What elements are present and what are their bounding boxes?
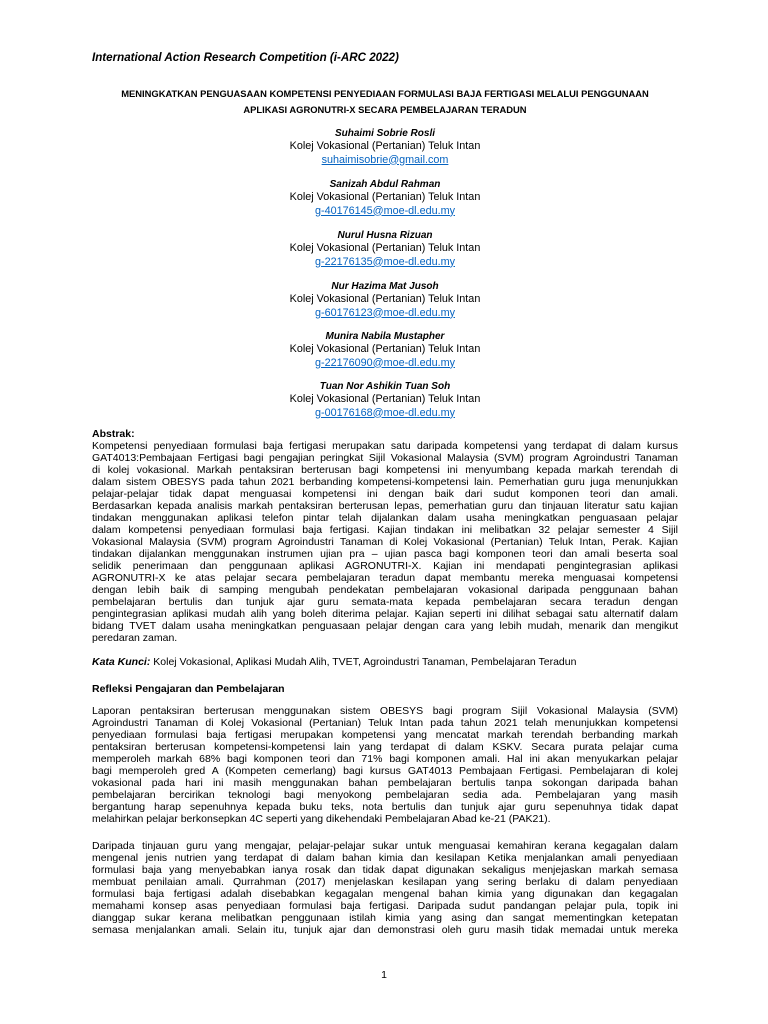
abstract-line: pembelajaran bertulis dan tunjuk ajar guru semata-mata kepada pembelajaran secara teradun dengan [92,596,678,608]
author-email-link[interactable]: g-22176090@moe-dl.edu.my [314,356,455,369]
author-email-link[interactable]: g-60176123@moe-dl.edu.my [314,306,455,319]
paragraph-line: bagi memperoleh gred A (Kompeten cemerlang) bagi kursus GAT4013 Pembajaan Fertigasi. Pembelajaran di kolej [92,765,678,777]
author-email-link[interactable]: g-00176168@moe-dl.edu.my [314,406,455,419]
author-affiliation: Kolej Vokasional (Pertanian) Teluk Intan [289,140,481,152]
abstract-body [92,440,678,644]
paragraph-line: mengenal jenis nutrien yang terdapat di dalam bahan kimia dan kesilapan Ketika menjalankan amali penyediaan [92,852,678,864]
paragraph-line: memahami konsep asas penyediaan formulasi baja fertigasi. Daripada sudut pandangan pelajar pula, topik ini [92,900,678,912]
abstract-line: dengan lebih baik di samping mengubah pendekatan pembelajaran vokasional daripada penggunaan bahan [92,584,678,596]
paragraph-line: penyediaan formulasi baja fertigasi merupakan kompetensi yang mencatat markah terendah berbanding markah [92,729,678,741]
author-affiliation: Kolej Vokasional (Pertanian) Teluk Intan [289,343,481,355]
abstract-line: Vokasional Malaysia (SVM) program Agroindustri Tanaman di Kolej Vokasional (Pertanian) Teluk Intan, Perak. Kajian [92,536,678,548]
author-affiliation: Kolej Vokasional (Pertanian) Teluk Intan [289,293,481,305]
abstract-heading: Abstrak: [92,428,135,440]
abstract-line: Kompetensi penyediaan formulasi baja fertigasi merupakan satu daripada kompetensi yang terdapat di dalam kursus [92,440,678,452]
author-affiliation: Kolej Vokasional (Pertanian) Teluk Intan [289,242,481,254]
author-name: Munira Nabila Mustapher [325,330,445,342]
body-paragraph [92,840,678,936]
author-name: Nurul Husna Rizuan [337,229,433,241]
keywords-label: Kata Kunci: [92,656,151,668]
abstract-line: selidik penerimaan dan penggunaan aplikasi AGRONUTRI-X. Kajian ini mendapati pengintegrasian aplikasi [92,560,678,572]
abstract-line: bidang TVET dalam usaha meningkatkan penguasaan pelajar dengan cara yang lebih mudah, menarik dan mengikut [92,620,678,632]
author-block [92,281,678,320]
running-header: International Action Research Competition (i-ARC 2022) [92,51,399,64]
paragraph-line: Daripada tinjauan guru yang mengajar, pelajar-pelajar sukar untuk menguasai kemahiran kerana kegagalan dalam [92,840,678,852]
paragraph-line: Agroindustri Tanaman di Kolej Vokasional (Pertanian) Teluk Intan pada tahun 2021 telah menunjukkan kompetensi [92,717,678,729]
abstract-line: peredaran zaman. [92,632,178,644]
author-name: Nur Hazima Mat Jusoh [331,280,439,292]
author-name: Tuan Nor Ashikin Tuan Soh [319,380,451,392]
abstract-line: dalam kompetensi penyediaan formulasi baja fertigasi. Kajian tindakan ini melibatkan 32 pelajar semester 4 Sijil [92,524,678,536]
paragraph-line: formulasi baja fertigasi adalah disebabkan kegagalan mengenal bahan kimia yang digunakan dan kegagalan [92,888,678,900]
abstract-line: tindakan menggunakan aplikasi telefon pintar telah dijalankan dalam usaha meningkatkan penguasaan pelajar [92,512,678,524]
author-affiliation: Kolej Vokasional (Pertanian) Teluk Intan [289,393,481,405]
paper-title [92,86,678,118]
abstract-line: dalam sistem OBESYS pada tahun 2021 berbanding kompetensi-kompetensi lain. Pemerhatian guru juga menunjukkan [92,476,678,488]
page-number: 1 [381,969,387,981]
author-email-link[interactable]: g-22176135@moe-dl.edu.my [314,255,455,268]
author-block [92,230,678,269]
paragraph-line: Laporan pentaksiran berterusan menggunakan sistem OBESYS bagi program Sijil Vokasional Malaysia (SVM) [92,705,678,717]
abstract-line: pelajar-pelajar tidak dapat menguasai kompetensi ini dengan baik dari sudut komponen teori dan amali. [92,488,678,500]
paragraph-line: dianggap sukar kerana melibatkan penggunaan istilah kimia yang asing dan sangat mementingkan ketepatan [92,912,678,924]
abstract-line: Berdasarkan kepada analisis markah pentaksiran berterusan lepas, pemerhatian guru dan tinjauan literatur satu kajian [92,500,678,512]
author-email-link[interactable]: g-40176145@moe-dl.edu.my [314,204,455,217]
body-paragraph [92,705,678,825]
abstract-line: GAT4013:Pembajaan Fertigasi bagi pengajian peringkat Sijil Vokasional Malaysia (SVM) program Agroindustri Tanaman [92,452,678,464]
paragraph-line: vokasional pada hari ini masih menggunakan bahan pembelajaran bertulis tanpa sokongan daripada bahan [92,777,678,789]
author-block [92,179,678,218]
author-block [92,331,678,370]
paragraph-line: formulasi baja yang menyebabkan ianya rosak dan tidak dapat digunakan sekaligus menjejaskan markah semasa [92,864,678,876]
abstract-line: AGRONUTRI-X ke atas pelajar secara pembelajaran teradun dapat membantu mereka menguasai kompetensi [92,572,678,584]
author-name: Suhaimi Sobrie Rosli [334,127,436,139]
author-block [92,381,678,420]
author-block [92,128,678,167]
paragraph-line: semasa menjalankan amali. Selain itu, tunjuk ajar dan demonstrasi oleh guru masih tidak memadai untuk mereka [92,924,678,936]
abstract-line: pengintegrasian aplikasi mudah alih yang boleh diterima pelajar. Kajian seperti ini dilihat sebagai satu alternatif dalam [92,608,678,620]
paragraph-line: pentaksiran berterusan kompetensi-kompetensi lain yang terdapat di dalam KSKV. Secara purata pelajar cuma [92,741,678,753]
paragraph-line: memperoleh markah 68% bagi komponen teori dan 71% bagi komponen amali. Hal ini akan menyukarkan pelajar [92,753,678,765]
paper-title-line: MENINGKATKAN PENGUASAAN KOMPETENSI PENYEDIAAN FORMULASI BAJA FERTIGASI MELALUI PENGGUNAAN [121,88,649,99]
abstract-line: tindakan dijalankan menggunakan instrumen ujian pra – ujian pasca bagi komponen teori dan amali beserta soal [92,548,678,560]
paper-title-line: APLIKASI AGRONUTRI-X SECARA PEMBELAJARAN TERADUN [243,104,527,115]
paragraph-line: pembelajaran bercirikan teknologi bagi menyokong pembelajaran sedia ada. Pembelajaran yang masih [92,789,678,801]
keywords [92,656,678,668]
section-heading: Refleksi Pengajaran dan Pembelajaran [92,683,285,695]
paragraph-line: bergantung harap sepenuhnya kepada buku teks, nota bertulis dan tunjuk ajar guru sepenuhnya tidak dapat [92,801,678,813]
author-name: Sanizah Abdul Rahman [329,178,441,190]
author-email-link[interactable]: suhaimisobrie@gmail.com [321,153,449,166]
paragraph-line: membuat penilaian amali. Qurrahman (2017) menjelaskan kesilapan yang sering berlaku di dalam penyediaan [92,876,678,888]
abstract-line: di kolej vokasional. Markah pentaksiran berterusan bagi kompetensi ini menyumbang kepada markah terendah di [92,464,678,476]
author-affiliation: Kolej Vokasional (Pertanian) Teluk Intan [289,191,481,203]
keywords-text: Kolej Vokasional, Aplikasi Mudah Alih, TVET, Agroindustri Tanaman, Pembelajaran Teradun [153,656,577,668]
paragraph-line: melahirkan pelajar berkonsepkan 4C seperti yang dikehendaki Pembelajaran Abad ke-21 (PAK21). [92,813,551,825]
